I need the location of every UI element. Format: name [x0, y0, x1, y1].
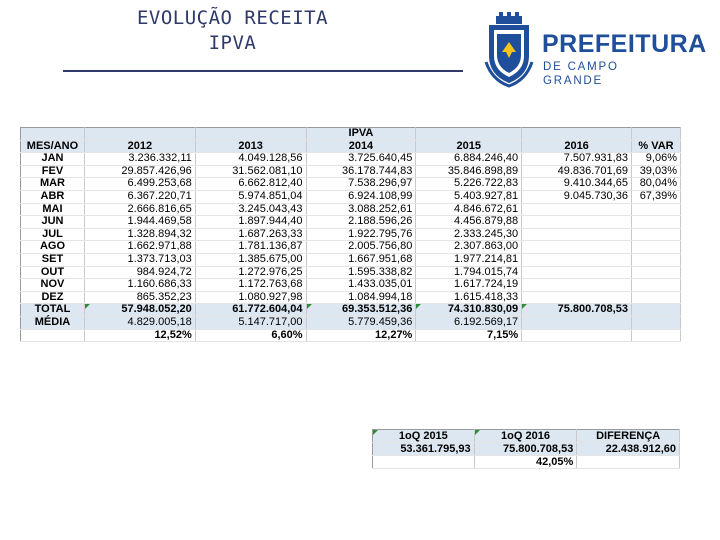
- table-row: [21, 253, 681, 266]
- row-label: ABR: [21, 190, 85, 203]
- var-percent-cell: 67,39%: [631, 190, 680, 203]
- comparison-header: 1oQ 2015: [373, 430, 475, 443]
- comparison-blank-cell: [373, 456, 475, 469]
- year-2014-cell: 5.779.459,36: [306, 316, 416, 329]
- growth-row: [21, 329, 681, 342]
- year-2014-cell: 2.188.596,26: [306, 216, 416, 229]
- row-label: OUT: [21, 266, 85, 279]
- year-2013-cell: 1.781.136,87: [195, 241, 306, 254]
- year-2012-cell: 57.948.052,20: [84, 304, 195, 317]
- comparison-value: 75.800.708,53: [474, 443, 577, 456]
- row-label: FEV: [21, 165, 85, 178]
- growth-percent-cell: 7,15%: [416, 329, 522, 342]
- year-2015-cell: 4.456.879,88: [416, 216, 522, 229]
- comparison-value: 53.361.795,93: [373, 443, 475, 456]
- row-label: SET: [21, 253, 85, 266]
- table-row: [21, 266, 681, 279]
- row-label: AGO: [21, 241, 85, 254]
- year-2013-cell: 1.897.944,40: [195, 216, 306, 229]
- year-2015-cell: 2.333.245,30: [416, 228, 522, 241]
- page-title: [60, 6, 405, 56]
- year-2016-cell: 7.507.931,83: [522, 153, 632, 166]
- growth-label-cell: [21, 329, 85, 342]
- year-2015-cell: 1.615.418,33: [416, 291, 522, 304]
- table-row: [21, 279, 681, 292]
- var-percent-cell: [631, 241, 680, 254]
- year-2013-cell: 1.385.675,00: [195, 253, 306, 266]
- year-2014-cell: 69.353.512,36: [306, 304, 416, 317]
- year-2016-cell: [522, 228, 632, 241]
- year-2013-cell: 1.272.976,25: [195, 266, 306, 279]
- media-row: [21, 316, 681, 329]
- row-label: DEZ: [21, 291, 85, 304]
- row-label: JUN: [21, 216, 85, 229]
- title-line-1: EVOLUÇÃO RECEITA: [136, 7, 329, 29]
- year-2015-cell: 5.226.722,83: [416, 178, 522, 191]
- year-2015-cell: 1.617.724,19: [416, 279, 522, 292]
- column-header: 2014: [306, 140, 416, 153]
- column-header: % VAR: [631, 140, 680, 153]
- year-2016-cell: [522, 241, 632, 254]
- table-row: [21, 190, 681, 203]
- year-2014-cell: 3.725.640,45: [306, 153, 416, 166]
- year-2013-cell: 31.562.081,10: [195, 165, 306, 178]
- var-percent-cell: [631, 266, 680, 279]
- table-row: [21, 216, 681, 229]
- growth-percent-cell: 12,27%: [306, 329, 416, 342]
- table-row: [21, 241, 681, 254]
- column-header: MES/ANO: [21, 140, 85, 153]
- comparison-table: [372, 429, 680, 469]
- comparison-percent-row: [373, 456, 680, 469]
- year-2013-cell: 5.974.851,04: [195, 190, 306, 203]
- var-percent-cell: [631, 216, 680, 229]
- year-2013-cell: 4.049.128,56: [195, 153, 306, 166]
- city-crest-icon: [484, 12, 534, 88]
- year-2016-cell: [522, 253, 632, 266]
- ipva-table: [20, 127, 681, 342]
- year-2013-cell: 1.172.763,68: [195, 279, 306, 292]
- year-2015-cell: 35.846.898,89: [416, 165, 522, 178]
- year-2012-cell: 3.236.332,11: [84, 153, 195, 166]
- column-header: 2012: [84, 140, 195, 153]
- var-percent-cell: [631, 228, 680, 241]
- year-2016-cell: 9.410.344,65: [522, 178, 632, 191]
- comparison-header-row: [373, 430, 680, 443]
- comparison-header: DIFERENÇA: [577, 430, 680, 443]
- column-header: 2015: [416, 140, 522, 153]
- caption-blank-cell: [522, 128, 632, 141]
- table-row: [21, 165, 681, 178]
- year-2015-cell: 4.846.672,61: [416, 203, 522, 216]
- year-2015-cell: 5.403.927,81: [416, 190, 522, 203]
- year-2016-cell: 49.836.701,69: [522, 165, 632, 178]
- caption-blank-cell: [195, 128, 306, 141]
- year-2012-cell: 6.367.220,71: [84, 190, 195, 203]
- year-2012-cell: 4.829.005,18: [84, 316, 195, 329]
- growth-percent-cell: 12,52%: [84, 329, 195, 342]
- row-label: MAI: [21, 203, 85, 216]
- table-row: [21, 153, 681, 166]
- year-2015-cell: 74.310.830,09: [416, 304, 522, 317]
- year-2012-cell: 2.666.816,65: [84, 203, 195, 216]
- comparison-header: 1oQ 2016: [474, 430, 577, 443]
- var-percent-cell: 39,03%: [631, 165, 680, 178]
- header-row: [21, 140, 681, 153]
- year-2014-cell: 7.538.296,97: [306, 178, 416, 191]
- var-percent-cell: [631, 279, 680, 292]
- year-2013-cell: 61.772.604,04: [195, 304, 306, 317]
- caption-blank-cell: [84, 128, 195, 141]
- table-caption: IPVA: [306, 128, 416, 141]
- var-percent-cell: [631, 253, 680, 266]
- year-2015-cell: 2.307.863,00: [416, 241, 522, 254]
- year-2015-cell: 6.884.246,40: [416, 153, 522, 166]
- var-percent-cell: [631, 203, 680, 216]
- var-percent-cell: [631, 316, 680, 329]
- table-row: [21, 178, 681, 191]
- growth-percent-cell: [631, 329, 680, 342]
- year-2014-cell: 6.924.108,99: [306, 190, 416, 203]
- total-row: [21, 304, 681, 317]
- year-2012-cell: 1.328.894,32: [84, 228, 195, 241]
- year-2016-cell: 9.045.730,36: [522, 190, 632, 203]
- table-row: [21, 228, 681, 241]
- caption-row: [21, 128, 681, 141]
- year-2012-cell: 1.662.971,88: [84, 241, 195, 254]
- year-2016-cell: [522, 291, 632, 304]
- year-2014-cell: 1.084.994,18: [306, 291, 416, 304]
- year-2014-cell: 3.088.252,61: [306, 203, 416, 216]
- year-2015-cell: 6.192.569,17: [416, 316, 522, 329]
- year-2015-cell: 1.977.214,81: [416, 253, 522, 266]
- caption-blank-cell: [631, 128, 680, 141]
- row-label: MÉDIA: [21, 316, 85, 329]
- var-percent-cell: 9,06%: [631, 153, 680, 166]
- year-2013-cell: 1.687.263,33: [195, 228, 306, 241]
- year-2016-cell: [522, 316, 632, 329]
- caption-blank-cell: [21, 128, 85, 141]
- year-2014-cell: 2.005.756,80: [306, 241, 416, 254]
- growth-percent-cell: 6,60%: [195, 329, 306, 342]
- table-row: [21, 291, 681, 304]
- row-label: NOV: [21, 279, 85, 292]
- var-percent-cell: 80,04%: [631, 178, 680, 191]
- logo-subtitle: DE CAMPO GRANDE: [543, 61, 619, 87]
- year-2012-cell: 1.944.469,58: [84, 216, 195, 229]
- year-2012-cell: 6.499.253,68: [84, 178, 195, 191]
- title-underline: [63, 70, 463, 72]
- year-2013-cell: 6.662.812,40: [195, 178, 306, 191]
- year-2012-cell: 984.924,72: [84, 266, 195, 279]
- year-2016-cell: [522, 216, 632, 229]
- comparison-value: 22.438.912,60: [577, 443, 680, 456]
- logo-name: PREFEITURA: [542, 30, 707, 58]
- year-2012-cell: 29.857.426,96: [84, 165, 195, 178]
- column-header: 2016: [522, 140, 632, 153]
- row-label: JAN: [21, 153, 85, 166]
- year-2012-cell: 1.160.686,33: [84, 279, 195, 292]
- comparison-percent: 42,05%: [474, 456, 577, 469]
- year-2013-cell: 3.245.043,43: [195, 203, 306, 216]
- year-2016-cell: 75.800.708,53: [522, 304, 632, 317]
- year-2016-cell: [522, 203, 632, 216]
- title-line-2: IPVA: [208, 32, 257, 54]
- prefeitura-logo: [482, 12, 707, 90]
- var-percent-cell: [631, 291, 680, 304]
- comparison-values-row: [373, 443, 680, 456]
- year-2014-cell: 1.922.795,76: [306, 228, 416, 241]
- year-2013-cell: 5.147.717,00: [195, 316, 306, 329]
- year-2015-cell: 1.794.015,74: [416, 266, 522, 279]
- year-2016-cell: [522, 266, 632, 279]
- year-2014-cell: 1.595.338,82: [306, 266, 416, 279]
- growth-percent-cell: [522, 329, 632, 342]
- year-2014-cell: 1.433.035,01: [306, 279, 416, 292]
- row-label: JUL: [21, 228, 85, 241]
- year-2013-cell: 1.080.927,98: [195, 291, 306, 304]
- row-label: MAR: [21, 178, 85, 191]
- year-2012-cell: 1.373.713,03: [84, 253, 195, 266]
- year-2012-cell: 865.352,23: [84, 291, 195, 304]
- comparison-blank-cell: [577, 456, 680, 469]
- row-label: TOTAL: [21, 304, 85, 317]
- year-2016-cell: [522, 279, 632, 292]
- caption-blank-cell: [416, 128, 522, 141]
- var-percent-cell: [631, 304, 680, 317]
- year-2014-cell: 1.667.951,68: [306, 253, 416, 266]
- year-2014-cell: 36.178.744,83: [306, 165, 416, 178]
- table-row: [21, 203, 681, 216]
- ipva-table-body: [21, 128, 681, 342]
- column-header: 2013: [195, 140, 306, 153]
